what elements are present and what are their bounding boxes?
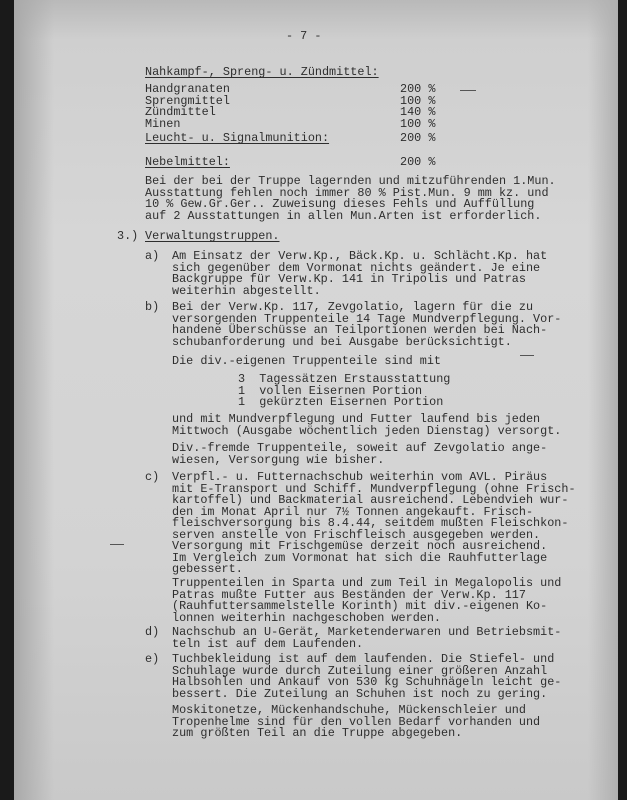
text-line: Tuchbekleidung ist auf dem laufenden. Die Stiefel- und	[172, 652, 555, 666]
text-line: bessert. Die Zuteilung an Schuhen ist noch zu gering.	[172, 686, 548, 701]
page-number: - 7 -	[286, 29, 322, 43]
text-line: teln ist auf dem Laufenden.	[172, 636, 364, 651]
text-line: mit E-Transport und Schiff. Mundverpflegung (ohne Frisch-	[172, 481, 576, 496]
text-line: serven anstelle von Frischfleisch ausgegeben werden.	[172, 527, 541, 542]
paragraph	[172, 251, 547, 297]
paragraph	[172, 627, 561, 650]
text-line: Nachschub an U-Gerät, Marketenderwaren und Betriebsmit-	[172, 625, 562, 639]
text-line: Verpfl.- u. Futternachschub weiterhin vom AVL. Piräus	[172, 470, 548, 484]
text-line: weiterhin abgestellt.	[172, 283, 321, 298]
text-line: Schuhlage wurde durch Zuteilung einer größeren Anzahl	[172, 663, 548, 678]
text-line: Ausstattung fehlen noch immer 80 % Pist.Mun. 9 mm kz. und	[145, 185, 549, 200]
text-line: sich gegenüber dem Vormonat nichts geändert. Je eine	[172, 260, 541, 275]
text-line: Bei der Verw.Kp. 117, Zevgolatio, lagern für die zu	[172, 300, 534, 314]
item-label: Zündmittel	[145, 105, 216, 119]
item-label: Minen	[145, 116, 181, 131]
text-line: kartoffel) und Backmaterial ausreichend. Lebendvieh wur-	[172, 493, 569, 507]
text-line: Im Vergleich zum Vormonat hat sich die Rauhfutterlage	[172, 550, 548, 565]
text-line: Die div.-eigenen Truppenteile sind mit	[172, 354, 442, 368]
text-line: 1 vollen Eisernen Portion	[238, 383, 423, 398]
text-line: 1 gekürzten Eisernen Portion	[238, 395, 444, 409]
item-letter: d)	[145, 625, 160, 639]
item-value: 200 %	[400, 155, 436, 169]
item-label: Handgranaten	[145, 82, 230, 96]
section-number: 3.)	[117, 229, 139, 243]
item-letter: b)	[145, 300, 160, 314]
paragraph	[172, 414, 561, 437]
paragraph	[172, 578, 561, 624]
section-heading: Nebelmittel:	[145, 155, 230, 169]
text-line: Moskitonetze, Mückenhandschuhe, Mückenschleier und	[172, 703, 526, 717]
text-line: fleischversorgung bis 8.4.44, seitdem mußten Fleischkon-	[172, 516, 569, 530]
text-line: zum größten Teil an die Truppe abgegeben.	[172, 726, 463, 740]
text-line: versorgenden Truppenteile 14 Tage Mundverpflegung. Vor-	[172, 311, 562, 326]
text-line: (Rauhfuttersammelstelle Korinth) mit div.-eigenen Ko-	[172, 599, 548, 613]
text-line: und mit Mundverpflegung und Futter laufend bis jeden	[172, 412, 541, 426]
text-line: handene Überschüsse an Teilportionen werden bei Nach-	[172, 323, 548, 337]
scan-shadow	[14, 0, 54, 800]
item-label: Sprengmittel	[145, 93, 230, 108]
margin-mark	[110, 544, 124, 545]
text-line: Tropenhelme sind für den vollen Bedarf vorhanden und	[172, 714, 541, 729]
text-line: Halbsohlen und Ankauf von 530 kg Schuhnägeln leicht ge-	[172, 675, 562, 689]
text-line: lonnen weiterhin nachgeschoben werden.	[172, 610, 442, 625]
paragraph	[145, 176, 556, 222]
text-line: Bei der bei der Truppe lagernden und mitzuführenden 1.Mun.	[145, 174, 556, 188]
section-heading: Nahkampf-, Spreng- u. Zündmittel:	[145, 65, 379, 79]
text-line: 10 % Gew.Gr.Ger.. Zuweisung dieses Fehls und Auffüllung	[145, 197, 535, 211]
paragraph	[172, 705, 540, 740]
item-letter: a)	[145, 249, 160, 263]
item-value: 200 %	[400, 131, 436, 145]
paragraph	[172, 302, 561, 348]
item-letter: c)	[145, 470, 160, 484]
text-line: Patras mußte Futter aus Beständen der Verw.Kp. 117	[172, 587, 526, 602]
paragraph	[172, 356, 441, 368]
item-value: 100 %	[400, 93, 436, 108]
paragraph	[172, 472, 576, 576]
text-line: auf 2 Ausstattungen in allen Mun.Arten ist erforderlich.	[145, 208, 542, 223]
text-line: Am Einsatz der Verw.Kp., Bäck.Kp. u. Schlächt.Kp. hat	[172, 249, 548, 263]
text-line: Div.-fremde Truppenteile, soweit auf Zevgolatio ange-	[172, 441, 548, 455]
text-line: den im Monat April nur 7½ Tonnen angekauft. Frisch-	[172, 504, 534, 519]
section-heading: Leucht- u. Signalmunition:	[145, 131, 330, 145]
scan-shadow	[588, 0, 618, 800]
paragraph	[172, 654, 561, 700]
item-value: 100 %	[400, 116, 436, 131]
text-line: Truppenteilen in Sparta und zum Teil in Megalopolis und	[172, 576, 562, 590]
item-value: 200 %	[400, 82, 436, 96]
text-line: 3 Tagessätzen Erstausstattung	[238, 372, 451, 386]
ration-list	[238, 374, 450, 409]
paragraph	[172, 443, 547, 466]
item-letter: e)	[145, 652, 160, 666]
item-value: 140 %	[400, 105, 436, 119]
margin-mark	[460, 90, 476, 91]
text-line: schubanforderung und bei Ausgabe berücksichtigt.	[172, 334, 512, 349]
margin-mark	[520, 355, 534, 356]
text-line: gebessert.	[172, 562, 243, 576]
text-line: Versorgung mit Frischgemüse derzeit noch ausreichend.	[172, 539, 548, 553]
text-line: Mittwoch (Ausgabe wöchentlich jeden Dienstag) versorgt.	[172, 423, 562, 438]
section-heading: Verwaltungstruppen.	[145, 229, 280, 243]
text-line: wiesen, Versorgung wie bisher.	[172, 452, 385, 467]
text-line: Backgruppe für Verw.Kp. 141 in Tripolis und Patras	[172, 272, 526, 286]
